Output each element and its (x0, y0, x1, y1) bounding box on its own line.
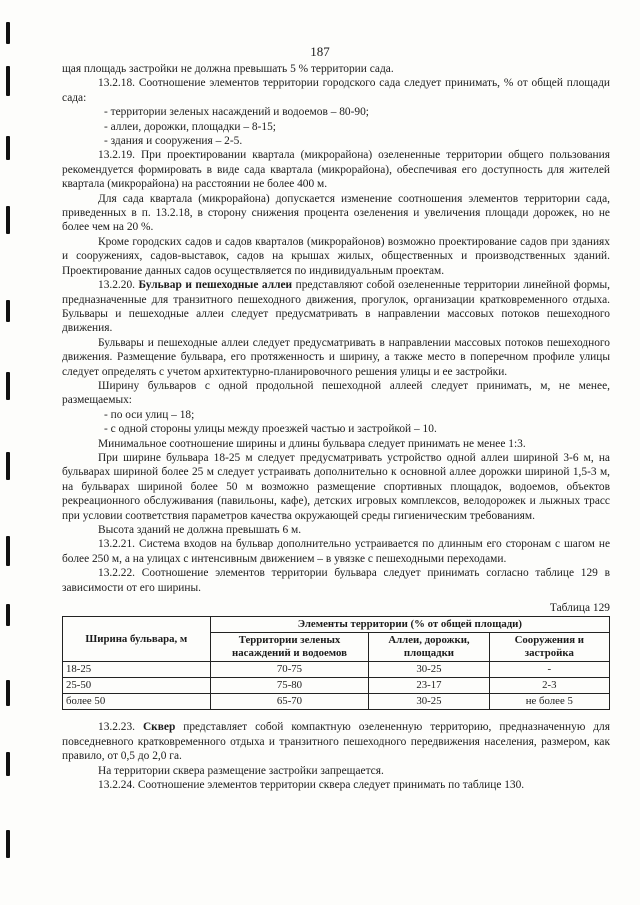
binder-mark (6, 680, 10, 706)
paragraph (62, 76, 610, 105)
paragraph (62, 451, 610, 523)
table-cell: 30-25 (369, 662, 489, 678)
page-number: 187 (310, 44, 330, 59)
paragraph-text: - с одной стороны улицы между проезжей частью и застройкой – 10. (104, 423, 437, 436)
paragraph-text: Кроме городских садов и садов кварталов (микрорайонов) возможно проектирование садов при зданиях и сооружениях, садов-выставок, садов на крышах жилых, общественных и производственных зданий. Проектирование данных садов осуществляется по индивидуальным проектам. (62, 235, 610, 277)
paragraph-text: 13.2.19. При проектировании квартала (микрорайона) озелененные территории общего пользования рекомендуется формировать в виде сада квартала (микрорайона), обеспечивая его доступность для жителей квартала (микрорайона) на расстоянии не более 400 м. (62, 149, 610, 191)
table-cell: 70-75 (210, 662, 369, 678)
paragraph (62, 192, 610, 235)
paragraph-text: Для сада квартала (микрорайона) допускается изменение соотношения элементов территории сада, приведенных в п. 13.2.18, в сторону снижения процента озеленения и увеличения площади дорожек, но не более чем на 20 %. (62, 192, 610, 234)
paragraph (62, 720, 610, 763)
clause-number: 13.2.20. (98, 279, 139, 292)
table-cell: более 50 (63, 694, 211, 710)
term: Бульвар и пешеходные аллеи (138, 279, 293, 292)
paragraph-text: щая площадь застройки не должна превышать 5 % территории сада. (62, 63, 394, 75)
binder-mark (6, 22, 10, 44)
binder-mark (6, 206, 10, 234)
header-paths: Аллеи, дорожки, площадки (369, 633, 489, 662)
table-cell: не более 5 (489, 694, 609, 710)
paragraph (62, 62, 610, 76)
paragraph (62, 778, 610, 792)
body-text (62, 62, 610, 595)
binder-mark (6, 604, 10, 626)
binder-mark (6, 830, 10, 858)
paragraph (62, 566, 610, 595)
paragraph-text: 13.2.18. Соотношение элементов территории городского сада следует принимать, % от общей площади сада: (62, 77, 610, 104)
binder-mark (6, 300, 10, 322)
paragraph-text: - аллеи, дорожки, площадки – 8-15; (104, 120, 276, 133)
header-structures: Сооружения и застройка (489, 633, 609, 662)
paragraph-text: - по оси улиц – 18; (104, 408, 195, 421)
table-row (63, 678, 610, 694)
paragraph (62, 134, 610, 148)
paragraph (62, 764, 610, 778)
clause-number: 13.2.23. (98, 721, 143, 734)
paragraph-text: При ширине бульвара 18-25 м следует предусматривать устройство одной аллеи шириной 3-6 м, на бульварах шириной более 25 м следует устраивать дополнительно к основной аллее дорожки шириной 1,5-3 м, на бульварах шириной более 50 м возможно размещение спортивных площадок, водоемов, объектов рекреационного обслуживания (павильоны, кафе), детских игровых комплексов, велодорожек и лыжных трасс при условии соответствия параметров качества окружающей среды гигиеническим требованиям. (62, 451, 610, 522)
binder-mark (6, 752, 10, 776)
paragraph (62, 336, 610, 379)
paragraph-text: - здания и сооружения – 2-5. (104, 135, 243, 148)
paragraph-text: Минимальное соотношение ширины и длины бульвара следует принимать не менее 1:3. (98, 437, 526, 450)
binder-mark (6, 136, 10, 160)
table-cell: 65-70 (210, 694, 369, 710)
paragraph-text: Ширину бульваров с одной продольной пешеходной аллеей следует принимать, м, не менее, размещаемых: (62, 379, 610, 407)
paragraph (62, 523, 610, 537)
paragraph-text: На территории сквера размещение застройки запрещается. (98, 764, 384, 777)
table-cell: 30-25 (369, 694, 489, 710)
table-cell: 2-3 (489, 678, 609, 694)
boulevard-table (62, 616, 610, 710)
paragraph-text: 13.2.22. Соотношение элементов территории бульвара следует принимать согласно таблице 129 в зависимости от его ширины. (62, 567, 610, 594)
after-table-text (62, 720, 610, 792)
paragraph-text: представляет собой компактную озелененную территорию, предназначенную для повседневного кратковременного отдыха и транзитного пешеходного передвижения населения, размером, как правило, от 0,5 до 2,0 га. (62, 721, 610, 763)
paragraph-text: Бульвары и пешеходные аллеи следует предусматривать в направлении массовых потоков пешеходного движения. Размещение бульвара, его протяженность и ширину, а также место в поперечном профиле улицы следует определять с учетом архитектурно-планировочного решения улицы и ее застройки. (62, 336, 610, 378)
table-cell: - (489, 662, 609, 678)
paragraph-text: представляют собой озелененные территории линейной формы, предназначенные для транзитного пешеходного движения, прогулок, организации кратковременного отдыха. Бульвары и пешеходные аллеи следует предусматривать в направлении массовых потоков пешеходного движения. (62, 279, 610, 335)
table-caption: Таблица 129 (549, 602, 610, 615)
paragraph-text: Высота зданий не должна превышать 6 м. (98, 524, 302, 536)
paragraph-text: - территории зеленых насаждений и водоемов – 80-90; (104, 106, 369, 119)
binder-mark (6, 372, 10, 400)
table-cell: 25-50 (63, 678, 211, 694)
paragraph (62, 120, 610, 134)
paragraph (62, 235, 610, 278)
header-green: Территории зеленых насаждений и водоемов (210, 633, 369, 662)
table-cell: 18-25 (63, 662, 211, 678)
table-row (63, 662, 610, 678)
binder-mark (6, 452, 10, 480)
paragraph-text: 13.2.24. Соотношение элементов территории сквера следует принимать по таблице 130. (98, 779, 525, 792)
paragraph (62, 105, 610, 119)
paragraph (62, 422, 610, 436)
table-row (63, 694, 610, 710)
header-width: Ширина бульвара, м (63, 617, 211, 662)
paragraph (62, 537, 610, 566)
paragraph (62, 148, 610, 191)
page-content (62, 62, 610, 792)
table-cell: 23-17 (369, 678, 489, 694)
paragraph (62, 278, 610, 336)
header-elements: Элементы территории (% от общей площади) (210, 617, 609, 633)
paragraph (62, 408, 610, 422)
term: Сквер (142, 721, 176, 734)
table-cell: 75-80 (210, 678, 369, 694)
paragraph-text: 13.2.21. Система входов на бульвар дополнительно устраивается по длинным его сторонам с шагом не более 250 м, а на улицах с интенсивным движением – в увязке с пешеходными переходами. (62, 538, 610, 565)
paragraph (62, 437, 610, 451)
binder-mark (6, 66, 10, 96)
paragraph (62, 379, 610, 408)
binder-mark (6, 536, 10, 566)
